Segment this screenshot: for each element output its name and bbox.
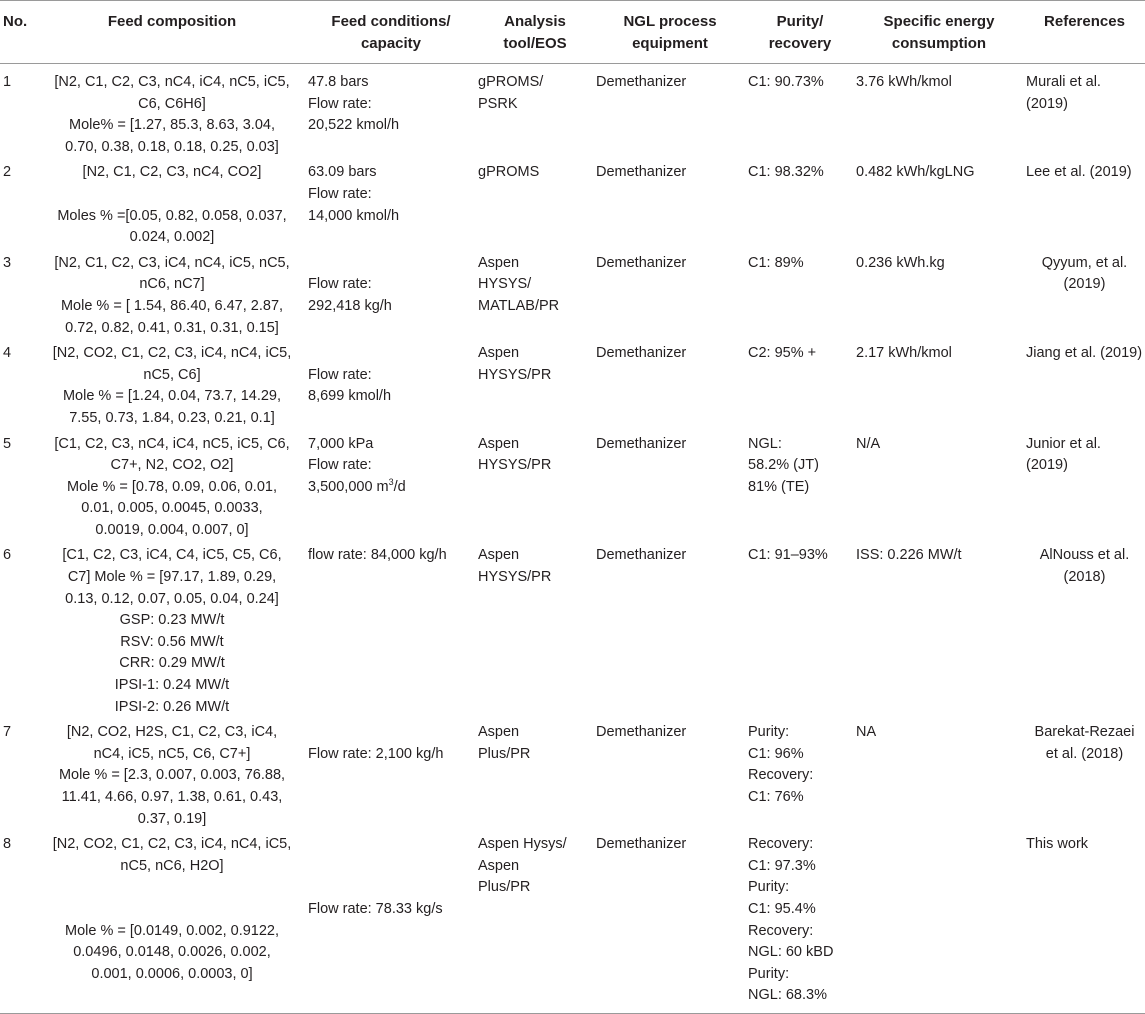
feed-line: Mole % = [ 1.54, 86.40, 6.47, 2.87, <box>60 297 284 314</box>
cond-line <box>308 744 474 766</box>
energy-consumption-cell <box>854 339 1024 429</box>
header-references: References <box>1024 1 1145 64</box>
analysis-tool-cell <box>476 249 594 339</box>
row-number <box>0 249 38 339</box>
cond-line <box>308 274 474 296</box>
purity-line: C1: 89% <box>748 254 804 271</box>
feed-composition-cell <box>38 64 306 159</box>
tool-line: Plus/PR <box>478 745 531 762</box>
process-equipment-cell <box>594 64 746 159</box>
energy-consumption-cell <box>854 64 1024 159</box>
reference-cell <box>1024 541 1145 718</box>
purity-recovery-cell <box>746 830 854 1013</box>
cond-text: Flow rate: <box>308 457 372 474</box>
table-row <box>0 158 1145 248</box>
header-feed-composition: Feed composition <box>38 1 306 64</box>
row-number <box>0 541 38 718</box>
purity-line: 58.2% (JT) <box>748 457 819 474</box>
unit-suffix: /d <box>393 478 406 495</box>
purity-line: NGL: 68.3% <box>748 987 827 1004</box>
tool-line: Aspen Hysys/ <box>478 836 567 853</box>
energy-text: ISS: 0.226 MW/t <box>856 547 962 564</box>
tool-line: HYSYS/PR <box>478 366 552 383</box>
energy-consumption-cell <box>854 158 1024 248</box>
feed-composition-cell <box>38 541 306 718</box>
table-row <box>0 64 1145 159</box>
row-number-text: 8 <box>3 836 12 853</box>
cond-text: Flow rate: <box>308 366 372 383</box>
cond-line <box>308 722 474 744</box>
feed-line: 11.41, 4.66, 0.97, 1.38, 0.61, 0.43, <box>61 789 283 805</box>
cond-line <box>308 834 474 856</box>
ref-line: Barekat-Rezaei <box>1034 724 1135 741</box>
feed-line: C6, C6H6] <box>138 95 206 112</box>
cond-line <box>308 94 474 116</box>
feed-line: 0.13, 0.12, 0.07, 0.05, 0.04, 0.24] <box>65 590 279 607</box>
table-row <box>0 830 1145 1013</box>
purity-line: Recovery: <box>748 922 814 939</box>
feed-line: Moles % =[0.05, 0.82, 0.058, 0.037, <box>57 207 287 224</box>
process-equipment-cell <box>594 430 746 542</box>
purity-recovery-cell <box>746 339 854 429</box>
tool-line: Aspen <box>478 254 520 271</box>
cond-text: 14,000 kmol/h <box>308 207 400 224</box>
header-energy-consumption: Specific energy consumption <box>854 1 1024 64</box>
purity-line: Recovery: <box>748 836 814 853</box>
feed-composition-cell <box>38 718 306 830</box>
ref-line: This work <box>1026 836 1089 853</box>
purity-recovery-cell <box>746 64 854 159</box>
feed-line: [N2, CO2, H2S, C1, C2, C3, iC4, <box>66 724 278 741</box>
equipment-text: Demethanizer <box>596 164 687 181</box>
cond-text: Flow rate: <box>308 185 372 202</box>
feed-line: Mole % = [0.0149, 0.002, 0.9122, <box>64 922 280 939</box>
reference-cell <box>1024 158 1145 248</box>
row-number-text: 2 <box>3 164 12 181</box>
cond-text: flow rate: 84,000 kg/h <box>308 547 447 564</box>
feed-line: [N2, CO2, C1, C2, C3, iC4, nC4, iC5, <box>52 345 292 362</box>
tool-line: Aspen <box>478 345 520 362</box>
tool-line: Aspen <box>478 857 520 874</box>
header-row <box>0 1 1145 64</box>
cond-line <box>308 72 474 94</box>
energy-text: 0.236 kWh.kg <box>856 254 945 271</box>
feed-line: Mole % = [2.3, 0.007, 0.003, 76.88, <box>58 767 286 784</box>
cond-line <box>308 856 474 878</box>
purity-recovery-cell <box>746 718 854 830</box>
header-analysis-tool: Analysis tool/EOS <box>476 1 594 64</box>
table-row <box>0 718 1145 830</box>
energy-text: N/A <box>856 435 881 452</box>
purity-line: NGL: 60 kBD <box>748 944 834 961</box>
tool-line: Aspen <box>478 435 520 452</box>
equipment-text: Demethanizer <box>596 724 687 741</box>
cond-line <box>308 296 474 318</box>
table-row <box>0 541 1145 718</box>
row-number <box>0 830 38 1013</box>
row-number-text: 7 <box>3 724 12 741</box>
process-equipment-cell <box>594 830 746 1013</box>
feed-composition-cell <box>38 158 306 248</box>
tool-line: gPROMS <box>478 164 540 181</box>
purity-line: C1: 96% <box>748 745 804 762</box>
unit-superscript: 3 <box>388 476 394 487</box>
cond-line <box>308 455 474 477</box>
feed-conditions-cell <box>306 339 476 429</box>
ref-line: Jiang et al. (2019) <box>1026 345 1143 362</box>
purity-recovery-cell <box>746 541 854 718</box>
cond-text: Flow rate: 2,100 kg/h <box>308 745 444 762</box>
cond-line <box>308 899 474 921</box>
cond-line <box>308 477 474 499</box>
cond-line <box>308 343 474 365</box>
feed-line: 7.55, 0.73, 1.84, 0.23, 0.21, 0.1] <box>69 409 275 426</box>
feed-conditions-cell <box>306 430 476 542</box>
feed-line: nC5, nC6, H2O] <box>120 857 224 874</box>
ref-line: Qyyum, et al. <box>1041 254 1128 271</box>
reference-cell <box>1024 249 1145 339</box>
row-number-text: 5 <box>3 435 12 452</box>
tool-line: HYSYS/PR <box>478 569 552 586</box>
feed-line <box>40 899 304 921</box>
row-number <box>0 339 38 429</box>
feed-line: [N2, C1, C2, C3, nC4, iC4, nC5, iC5, <box>54 74 290 90</box>
purity-line: C1: 98.32% <box>748 164 824 181</box>
purity-recovery-cell <box>746 249 854 339</box>
ref-line: (2019) <box>1063 276 1106 293</box>
feed-conditions-cell <box>306 64 476 159</box>
feed-line: Mole % = [0.78, 0.09, 0.06, 0.01, <box>67 478 277 495</box>
ref-line: AlNouss et al. <box>1039 547 1130 564</box>
analysis-tool-cell <box>476 339 594 429</box>
reference-cell <box>1024 339 1145 429</box>
tool-line: MATLAB/PR <box>478 297 560 314</box>
feed-conditions-cell <box>306 830 476 1013</box>
feed-line: 0.72, 0.82, 0.41, 0.31, 0.31, 0.15] <box>65 319 279 336</box>
feed-conditions-cell <box>306 718 476 830</box>
energy-text: 3.76 kWh/kmol <box>856 74 952 90</box>
table-row <box>0 339 1145 429</box>
cond-text: Flow rate: <box>308 95 372 112</box>
energy-text: 2.17 kWh/kmol <box>856 345 952 362</box>
cond-text: 3,500,000 m <box>308 478 389 495</box>
energy-text: NA <box>856 724 877 741</box>
feed-line: [N2, C1, C2, C3, iC4, nC4, iC5, nC5, <box>54 254 290 271</box>
process-equipment-cell <box>594 541 746 718</box>
feed-conditions-cell <box>306 541 476 718</box>
table-row <box>0 430 1145 542</box>
feed-composition-cell <box>38 339 306 429</box>
reference-cell <box>1024 64 1145 159</box>
tool-line: PSRK <box>478 95 518 112</box>
cond-line <box>308 386 474 408</box>
cond-line <box>308 206 474 228</box>
energy-consumption-cell <box>854 830 1024 1013</box>
ref-line: Lee et al. (2019) <box>1026 164 1132 181</box>
purity-line: NGL: <box>748 435 782 452</box>
tool-line: Aspen <box>478 724 520 741</box>
feed-line: 0.01, 0.005, 0.0045, 0.0033, <box>81 500 263 517</box>
row-number <box>0 718 38 830</box>
purity-line: C2: 95% + <box>748 345 817 362</box>
purity-line: 81% (TE) <box>748 478 810 495</box>
cond-text: 7,000 kPa <box>308 435 374 452</box>
feed-line: 0.0496, 0.0148, 0.0026, 0.002, <box>73 944 271 961</box>
analysis-tool-cell <box>476 541 594 718</box>
header-no: No. <box>0 1 38 64</box>
tool-line: gPROMS/ <box>478 74 544 90</box>
analysis-tool-cell <box>476 830 594 1013</box>
energy-consumption-cell <box>854 541 1024 718</box>
feed-line: 0.024, 0.002] <box>129 229 215 246</box>
feed-conditions-cell <box>306 158 476 248</box>
row-number <box>0 64 38 159</box>
process-equipment-cell <box>594 718 746 830</box>
purity-line: C1: 97.3% <box>748 857 816 874</box>
equipment-text: Demethanizer <box>596 836 687 853</box>
equipment-text: Demethanizer <box>596 547 687 564</box>
purity-recovery-cell <box>746 158 854 248</box>
feed-composition-cell <box>38 830 306 1013</box>
process-equipment-cell <box>594 158 746 248</box>
row-number <box>0 158 38 248</box>
feed-conditions-cell <box>306 249 476 339</box>
feed-line: nC5, C6] <box>143 366 201 383</box>
feed-line: 0.37, 0.19] <box>137 810 207 827</box>
process-equipment-cell <box>594 249 746 339</box>
cond-line <box>308 365 474 387</box>
feed-line: nC6, nC7] <box>139 276 205 293</box>
tool-line: HYSYS/PR <box>478 457 552 474</box>
cond-text: 47.8 bars <box>308 74 369 90</box>
ref-line: Junior et al. (2019) <box>1026 435 1101 474</box>
tool-line: Plus/PR <box>478 879 531 896</box>
table-row <box>0 249 1145 339</box>
feed-line: [N2, CO2, C1, C2, C3, iC4, nC4, iC5, <box>52 836 292 853</box>
feed-line: GSP: 0.23 MW/t <box>119 612 225 629</box>
feed-line: C7] Mole % = [97.17, 1.89, 0.29, <box>67 569 277 586</box>
feed-composition-cell <box>38 249 306 339</box>
row-number-text: 1 <box>3 74 12 90</box>
feed-line <box>40 184 304 206</box>
purity-line: C1: 95.4% <box>748 900 816 917</box>
cond-text: Flow rate: <box>308 276 372 293</box>
feed-line: C7+, N2, CO2, O2] <box>110 457 234 474</box>
equipment-text: Demethanizer <box>596 345 687 362</box>
cond-line <box>308 545 474 567</box>
row-number-text: 4 <box>3 345 12 362</box>
reference-cell <box>1024 718 1145 830</box>
feed-line: Mole% = [1.27, 85.3, 8.63, 3.04, <box>69 117 275 134</box>
energy-consumption-cell <box>854 718 1024 830</box>
feed-line: [N2, C1, C2, C3, nC4, CO2] <box>82 164 262 181</box>
row-number <box>0 430 38 542</box>
cond-text: 63.09 bars <box>308 164 377 181</box>
cond-text: 292,418 kg/h <box>308 297 392 314</box>
purity-line: C1: 76% <box>748 789 804 805</box>
cond-line <box>308 115 474 137</box>
cond-text: Flow rate: 78.33 kg/s <box>308 900 443 917</box>
energy-consumption-cell <box>854 430 1024 542</box>
ref-line: Murali et al. (2019) <box>1026 74 1101 112</box>
row-number-text: 3 <box>3 254 12 271</box>
cond-line <box>308 877 474 899</box>
equipment-text: Demethanizer <box>596 435 687 452</box>
feed-composition-cell <box>38 430 306 542</box>
ref-line: et al. (2018) <box>1045 745 1124 762</box>
feed-line <box>40 877 304 899</box>
cond-line <box>308 253 474 275</box>
equipment-text: Demethanizer <box>596 74 687 90</box>
purity-recovery-cell <box>746 430 854 542</box>
purity-line: Recovery: <box>748 767 814 784</box>
header-feed-conditions: Feed conditions/ capacity <box>306 1 476 64</box>
cond-text: 20,522 kmol/h <box>308 117 400 134</box>
cond-line <box>308 162 474 184</box>
feed-line: 0.001, 0.0006, 0.0003, 0] <box>91 965 253 982</box>
header-process-equipment: NGL process equipment <box>594 1 746 64</box>
row-number-text: 6 <box>3 547 12 564</box>
purity-line: C1: 91–93% <box>748 547 828 564</box>
analysis-tool-cell <box>476 430 594 542</box>
equipment-text: Demethanizer <box>596 254 687 271</box>
feed-line: IPSI-2: 0.26 MW/t <box>114 698 230 715</box>
analysis-tool-cell <box>476 64 594 159</box>
analysis-tool-cell <box>476 158 594 248</box>
feed-line: 0.70, 0.38, 0.18, 0.18, 0.25, 0.03] <box>65 138 279 155</box>
cond-line <box>308 434 474 456</box>
feed-line: [C1, C2, C3, nC4, iC4, nC5, iC5, C6, <box>54 435 290 452</box>
feed-line: 0.0019, 0.004, 0.007, 0] <box>95 521 249 538</box>
process-equipment-cell <box>594 339 746 429</box>
ref-line: (2018) <box>1063 569 1106 586</box>
tool-line: Aspen <box>478 547 520 564</box>
cond-line <box>308 184 474 206</box>
feed-line: IPSI-1: 0.24 MW/t <box>114 677 230 694</box>
analysis-tool-cell <box>476 718 594 830</box>
tool-line: HYSYS/ <box>478 276 532 293</box>
reference-cell <box>1024 830 1145 1013</box>
energy-text: 0.482 kWh/kgLNG <box>856 164 975 181</box>
feed-line: [C1, C2, C3, iC4, C4, iC5, C5, C6, <box>62 547 282 564</box>
energy-consumption-cell <box>854 249 1024 339</box>
header-purity-recovery: Purity/ recovery <box>746 1 854 64</box>
feed-line: Mole % = [1.24, 0.04, 73.7, 14.29, <box>62 388 282 405</box>
reference-cell <box>1024 430 1145 542</box>
purity-line: Purity: <box>748 879 790 896</box>
feed-line: nC4, iC5, nC5, C6, C7+] <box>93 745 251 762</box>
purity-line: Purity: <box>748 724 790 741</box>
feed-line: CRR: 0.29 MW/t <box>119 655 225 672</box>
cond-text: 8,699 kmol/h <box>308 388 392 405</box>
purity-line: Purity: <box>748 965 790 982</box>
purity-line: C1: 90.73% <box>748 74 824 90</box>
feed-line: RSV: 0.56 MW/t <box>120 633 224 650</box>
